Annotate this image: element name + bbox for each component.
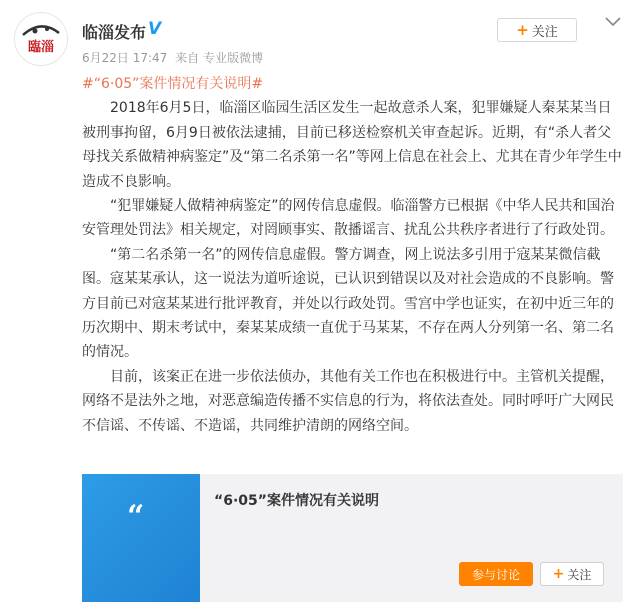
follow-button[interactable] <box>497 18 577 42</box>
paragraph: 2018年6月5日，临淄区临园生活区发生一起故意杀人案，犯罪嫌疑人秦某某当日被刑事拘留，6月9日被依法逮捕，目前已移送检察机关审查起诉。近期，有“杀人者父母找关系做精神病鉴定”及“第二名杀第一名”等网上信息在社会上、尤其在青少年学生中造成不良影响。 <box>82 100 622 190</box>
plus-icon: + <box>516 21 529 39</box>
post-date[interactable]: 6月22日 17:47 <box>82 51 168 65</box>
card-follow-button[interactable] <box>540 562 604 586</box>
source-prefix: 来自 <box>175 51 200 65</box>
post-meta <box>82 49 267 66</box>
paragraph: “第二名杀第一名”的网传信息虚假。警方调查，网上说法多引用于寇某某微信截图。寇某某承认，这一说法为道听途说，已认识到错误以及对社会造成的不良影响。警方目前已对寇某某进行批评教育，并处以行政处罚。雪宫中学也证实，在初中近三年的历次期中、期末考试中，秦某某成绩一直优于马某某，不存在两人分列第一名、第二名的情况。 <box>82 246 614 361</box>
follow-label: 关注 <box>531 24 558 40</box>
card-title[interactable]: “6·05”案件情况有关说明 <box>214 493 379 509</box>
author-name[interactable]: 临淄发布 <box>82 23 147 42</box>
avatar-logo-icon <box>15 13 67 65</box>
verified-v-icon: V <box>148 19 162 39</box>
paragraph: 目前，该案正在进一步依法侦办，其他有关工作也在积极进行中。主管机关提醒，网络不是法外之地，对恶意编造传播不实信息的行为，将依法查处。同时呼吁广大网民不信谣、不传谣、不造谣，共同维护清朗的网络空间。 <box>82 368 614 434</box>
post-body <box>82 72 622 438</box>
card-thumbnail <box>82 474 200 602</box>
topic-card[interactable] <box>82 474 623 602</box>
discuss-button[interactable]: 参与讨论 <box>459 562 533 586</box>
post-source[interactable]: 专业版微博 <box>203 51 264 65</box>
paragraph: “犯罪嫌疑人做精神病鉴定”的网传信息虚假。临淄警方已根据《中华人民共和国治安管理处罚法》相关规定，对罔顾事实、散播谣言、扰乱公共秩序者进行了行政处罚。 <box>82 198 615 239</box>
hashtag-link[interactable]: #“6·05”案件情况有关说明# <box>82 76 264 92</box>
avatar-text: 臨淄 <box>27 40 55 55</box>
plus-icon: + <box>552 566 565 582</box>
quote-icon: “ <box>127 499 145 534</box>
avatar[interactable] <box>14 12 68 66</box>
chevron-down-icon[interactable] <box>603 14 623 30</box>
card-follow-label: 关注 <box>567 567 592 582</box>
